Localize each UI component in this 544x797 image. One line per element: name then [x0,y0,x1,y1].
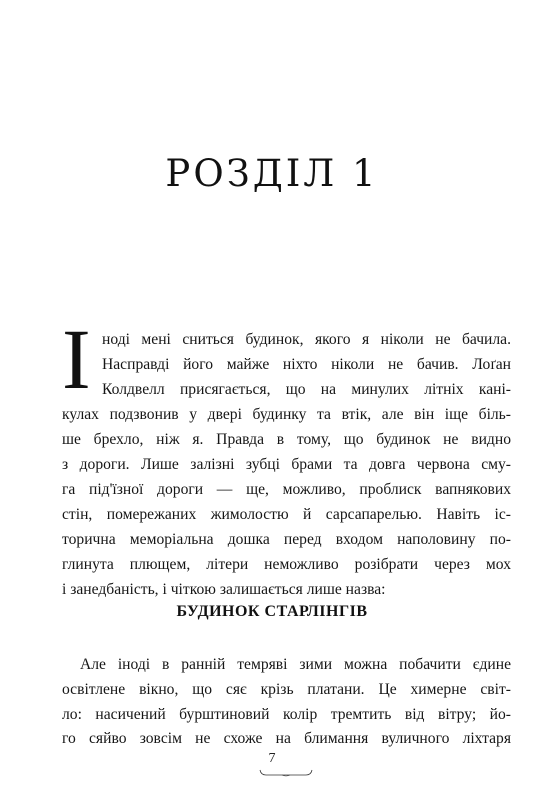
page-number-ornament [258,768,314,778]
paragraph-line: освітлене вікно, що сяє крізь платани. Це химерне світ- [62,681,511,698]
paragraph-line: з дороги. Лише залізні зубці брами та довга червона сму- [62,456,511,473]
paragraph-line: ше брехло, ніж я. Правда в тому, що будинок не видно [62,431,511,448]
page-number: 7 [268,751,276,766]
paragraph-line: ноді мені сниться будинок, якого я ніколи не бачила. [102,331,511,348]
paragraph-line: га під'їзної дороги — ще, можливо, проблиск вапнякових [62,481,511,498]
paragraph-line: торична меморіальна дошка перед входом наполовину по- [62,531,511,548]
paragraph-line: го сяйво зовсім не схоже на блимання вуличного ліхтаря [62,730,511,747]
paragraph-line: глинута плющем, літери неможливо розібрати через мох [62,556,511,573]
paragraph-line: стін, помережаних жимолостю й сарсапарелью. Навіть іс- [62,506,511,523]
paragraph-line: Але іноді в ранній темряві зими можна побачити єдине [80,656,511,673]
paragraph-line: Насправді його майже ніхто ніколи не бачив. Лоґан [102,356,511,373]
paragraph-line: кулах подзвонив у двері будинку та втік, але він іще біль- [62,406,511,423]
paragraph-line: і занедбаність, і чіткою залишається лише назва: [62,581,386,598]
paragraph-line: ло: насичений бурштиновий колір тремтить від вітру; йо- [62,706,511,723]
paragraph-line: Колдвелл присягається, що на минулих літніх кані- [102,381,511,398]
chapter-title: РОЗДІЛ 1 [165,152,379,195]
section-subheading: БУДИНОК СТАРЛІНГІВ [176,603,368,620]
drop-cap: І [62,311,91,407]
